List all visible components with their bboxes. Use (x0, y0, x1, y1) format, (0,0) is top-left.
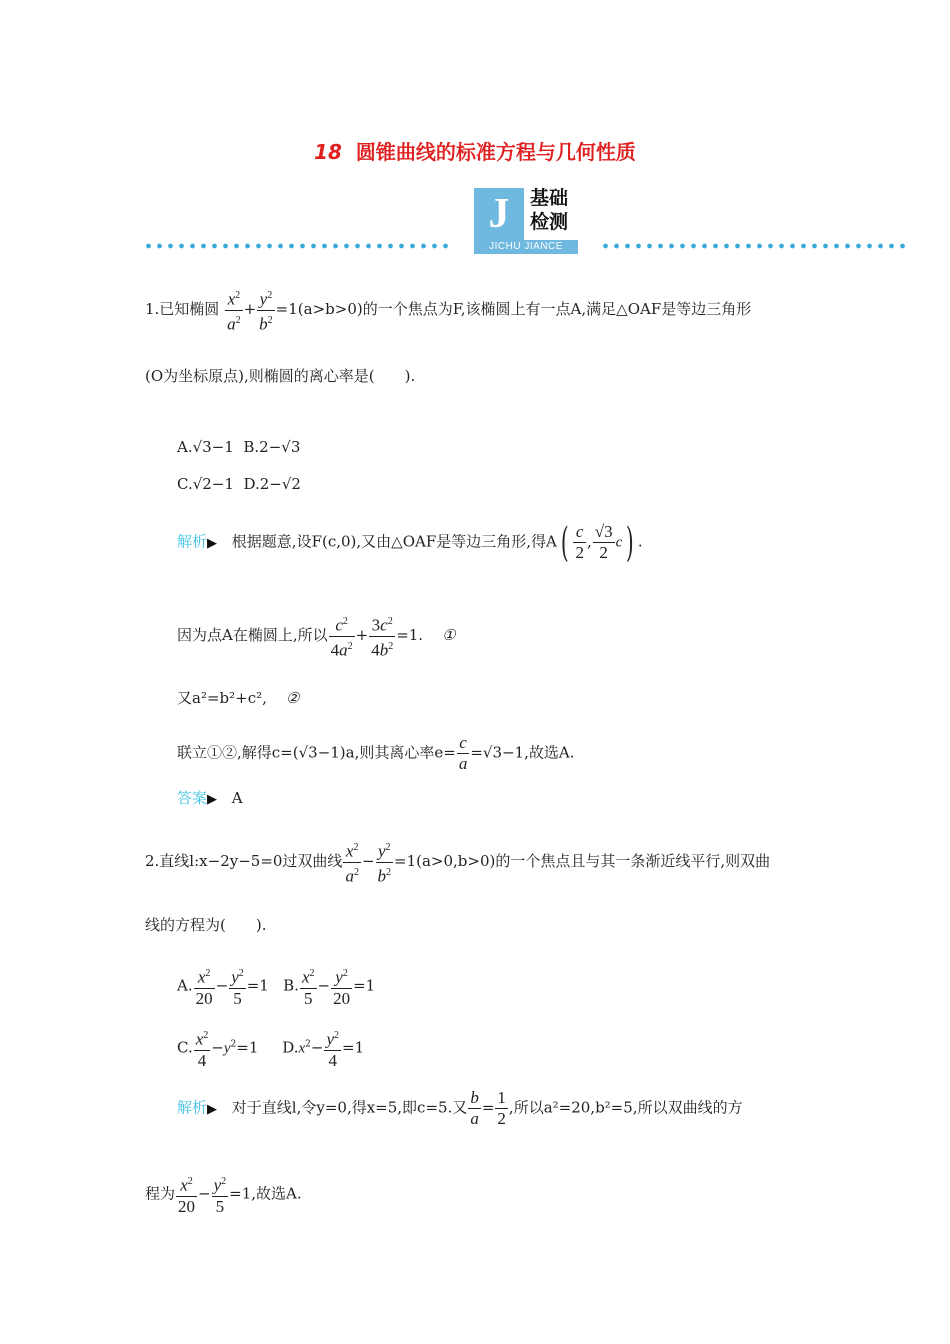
q1-option-d: D.2−√2 (243, 475, 301, 493)
q1-solution-line1: 解析▶ 根据题意,设F(c,0),又由△OAF是等边三角形,得A( $\frac{c}{2}$ , $\frac{√3}{2}$ c) . (177, 519, 643, 566)
badge-cn-line-2: 检测 (530, 211, 569, 233)
q2-stem-b: =1(a>0,b>0)的一个焦点且与其一条渐近线平行,则双曲 (394, 852, 771, 871)
q2-sol-text-2a: 程为 (145, 1184, 176, 1203)
q1-option-a: A.√3−1 (177, 438, 234, 456)
fraction-x2-a2: $\frac{x^2}{a^2}$ (225, 286, 243, 334)
q2-solution-line1: 解析▶ 对于直线l,令y=0,得x=5,即c=5.又 $\frac{b}{a}$ = $\frac{1}{2}$ ,所以a²=20,b²=5,所以双曲线的方 (177, 1088, 743, 1128)
dotted-divider-left (143, 243, 453, 249)
q1-answer-value: A (231, 789, 243, 807)
q1-stem-line1: 1.已知椭圆 $\frac{x^2}{a^2}$ + $\frac{y^2}{b^2}$ =1(a>b>0)的一个焦点为F,该椭圆上有一点A,满足△OAF是等边三角形 (145, 286, 751, 334)
q2-options-ab: A. $\frac{x^2}{20}$ − $\frac{y^2}{5}$ =1 B. $\frac{x^2}{5}$ − $\frac{y^2}{20}$ =1 (177, 964, 375, 1009)
fraction-y2-4: $\frac{y^2}{4}$ (324, 1026, 341, 1071)
right-paren-icon: ) (626, 519, 634, 566)
q1-stem-line2: (O为坐标原点),则椭圆的离心率是( ). (145, 367, 416, 385)
fraction-x2-20: $\frac{x^2}{20}$ (194, 964, 215, 1009)
arrow-right-icon: ▶ (207, 535, 218, 551)
dotted-divider-right (600, 243, 910, 249)
fraction-c2-4a2: $\frac{c^2}{4a^2}$ (329, 612, 355, 660)
q1-solution-line3 (177, 688, 299, 708)
q2-solution-line2: 程为 $\frac{x^2}{20}$ − $\frac{y^2}{5}$ =1,故选A. (145, 1172, 302, 1217)
fraction-x2-a2: $\frac{x^2}{a^2}$ (343, 838, 361, 886)
q1-options-ab (177, 437, 300, 457)
badge-cn-line-1: 基础 (530, 187, 569, 209)
fraction-sqrt3-2: $\frac{√3}{2}$ (594, 522, 613, 562)
fraction-1-2: $\frac{1}{2}$ (497, 1088, 506, 1128)
equation-mark-2: ② (285, 689, 300, 707)
chapter-title: 圆锥曲线的标准方程与几何性质 (355, 140, 636, 164)
fraction-x2-4: $\frac{x^2}{4}$ (194, 1026, 211, 1071)
arrow-right-icon: ▶ (207, 792, 218, 807)
left-paren-icon: ( (560, 519, 569, 566)
q2-sol-text-2b: =1,故选A. (229, 1184, 302, 1203)
fraction-3c2-4b2: $\frac{3c^2}{4b^2}$ (369, 612, 395, 660)
fraction-y2-5: $\frac{y^2}{5}$ (212, 1172, 229, 1217)
solution-label: 解析 (177, 532, 208, 551)
fraction-y2-5: $\frac{y^2}{5}$ (229, 964, 246, 1009)
q1-sol-text-3: 又a²=b²+c², (177, 689, 267, 707)
q2-option-a: A. (177, 976, 193, 995)
q1-sol-text-2b: =1. (396, 626, 424, 645)
chapter-number: 18 (314, 140, 342, 164)
fraction-c-2: $\frac{c}{2}$ (575, 522, 584, 562)
page-title (0, 136, 950, 165)
q1-sol-text-4b: =√3−1,故选A. (470, 743, 575, 762)
q2-option-c: C. (177, 1038, 193, 1057)
fraction-c-a: $\frac{c}{a}$ (458, 733, 468, 773)
q2-stem-a: 2.直线l:x−2y−5=0过双曲线 (145, 852, 343, 871)
q1-stem-a: 1.已知椭圆 (145, 300, 220, 319)
q1-option-c: C.√2−1 (177, 475, 234, 493)
section-badge (474, 188, 578, 254)
q1-answer (177, 788, 243, 810)
q1-sol-text-2: 因为点A在椭圆上,所以 (177, 626, 328, 645)
badge-pinyin: JICHU JIANCE (474, 240, 578, 254)
badge-letter: J (474, 188, 524, 240)
q2-stem-line1: 2.直线l:x−2y−5=0过双曲线 $\frac{x^2}{a^2}$ − $\frac{y^2}{b^2}$ =1(a>0,b>0)的一个焦点且与其一条渐近线平行,则双曲 (145, 838, 770, 886)
q1-stem-b: =1(a>b>0)的一个焦点为F,该椭圆上有一点A,满足△OAF是等边三角形 (275, 300, 752, 319)
fraction-b-a: $\frac{b}{a}$ (470, 1088, 479, 1128)
badge-chinese (530, 186, 568, 234)
q1-sol-text-1: 根据题意,设F(c,0),又由△OAF是等边三角形,得A (231, 532, 557, 551)
q1-options-cd (177, 474, 301, 494)
q1-sol-text-4a: 联立①②,解得c=(√3−1)a,则其离心率e= (177, 743, 456, 762)
solution-label: 解析 (177, 1098, 208, 1117)
q2-stem-line2: 线的方程为( ). (145, 916, 267, 934)
q1-option-b: B.2−√3 (243, 438, 301, 456)
q2-options-cd: C. $\frac{x^2}{4}$ $-y^2=1$ $D.x^2-$ $\frac{y^2}{4}$ =1 (177, 1026, 364, 1071)
fraction-y2-20: $\frac{y^2}{20}$ (331, 964, 352, 1009)
fraction-x2-20: $\frac{x^2}{20}$ (176, 1172, 197, 1217)
q1-solution-line2: 因为点A在椭圆上,所以 $\frac{c^2}{4a^2}$ + $\frac{3c^2}{4b^2}$ =1. ① (177, 612, 456, 660)
answer-label: 答案 (177, 789, 208, 807)
arrow-right-icon: ▶ (207, 1101, 218, 1117)
equation-mark-1: ① (442, 626, 456, 645)
fraction-y2-b2: $\frac{y^2}{b^2}$ (257, 286, 275, 334)
fraction-x2-5: $\frac{x^2}{5}$ (300, 964, 317, 1009)
q2-option-b: B. (283, 976, 299, 995)
fraction-y2-b2: $\frac{y^2}{b^2}$ (376, 838, 394, 886)
q2-option-d: D. (282, 1038, 299, 1057)
q2-sol-text-1b: ,所以a²=20,b²=5,所以双曲线的方 (508, 1098, 743, 1117)
q2-sol-text-1a: 对于直线l,令y=0,得x=5,即c=5.又 (231, 1098, 468, 1117)
q1-solution-line4 (177, 733, 574, 774)
